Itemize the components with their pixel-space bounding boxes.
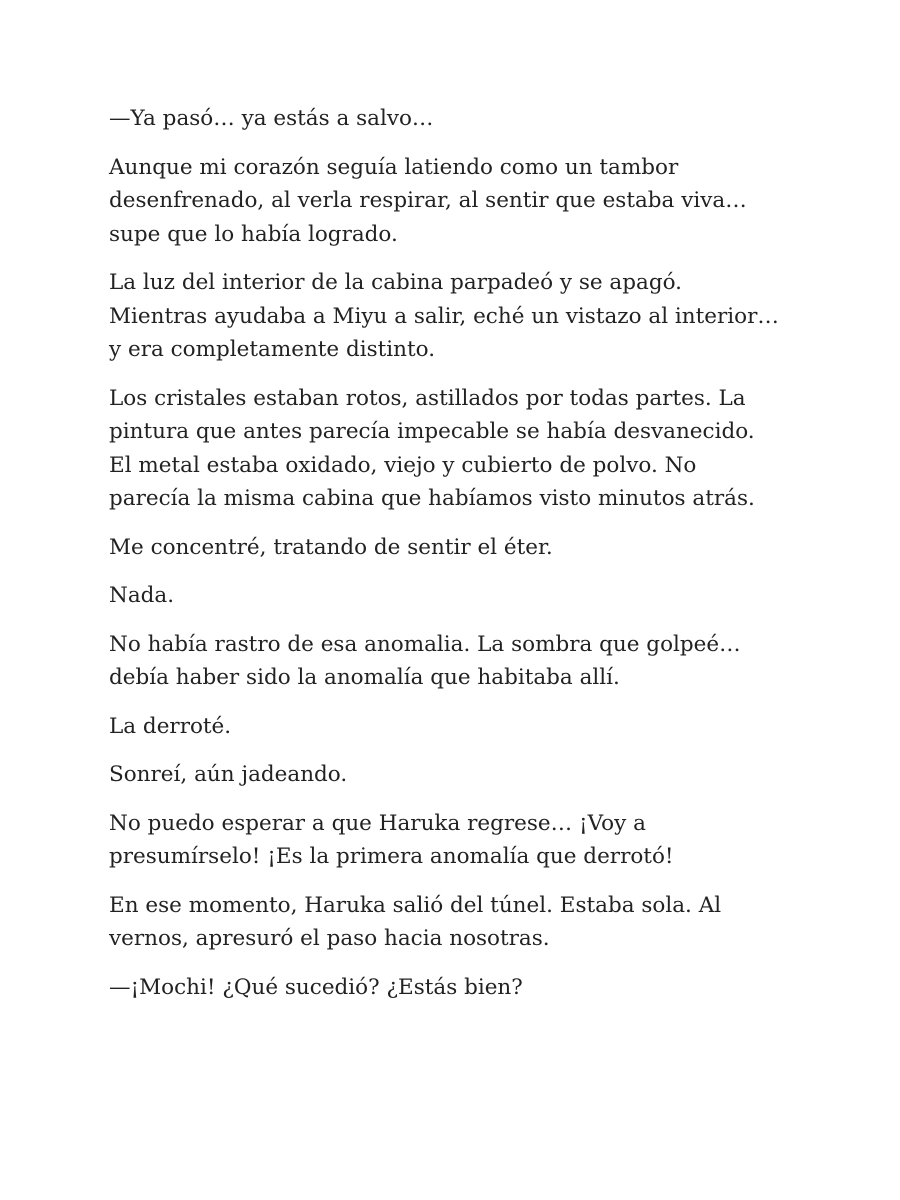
paragraph	[109, 710, 789, 744]
paragraph	[109, 628, 789, 695]
text-line: debía haber sido la anomalía que habitaba allí.	[109, 665, 620, 690]
text-line: Me concentré, tratando de sentir el éter.	[109, 534, 553, 560]
paragraph	[109, 531, 789, 565]
paragraph	[109, 102, 789, 136]
text-line: —Ya pasó… ya estás a salvo…	[109, 106, 434, 131]
text-line: En ese momento, Haruka salió del túnel. Estaba sola. Al	[109, 892, 722, 918]
body-text	[109, 102, 789, 1019]
text-line: Aunque mi corazón seguía latiendo como un tambor	[109, 154, 679, 180]
text-line: El metal estaba oxidado, viejo y cubierto de polvo. No	[109, 452, 697, 478]
paragraph	[109, 807, 789, 874]
paragraph	[109, 579, 789, 613]
paragraph	[109, 382, 789, 516]
paragraph	[109, 758, 789, 792]
text-line: pintura que antes parecía impecable se había desvanecido.	[109, 419, 755, 444]
text-line: parecía la misma cabina que habíamos visto minutos atrás.	[109, 486, 755, 511]
text-line: Mientras ayudaba a Miyu a salir, eché un vistazo al interior…	[109, 303, 779, 329]
text-line: y era completamente distinto.	[109, 337, 436, 362]
text-line: supe que lo había logrado.	[109, 221, 398, 247]
text-line: La luz del interior de la cabina parpadeó y se apagó.	[109, 270, 682, 295]
text-line: No había rastro de esa anomalia. La sombra que golpeé…	[109, 631, 741, 657]
text-line: No puedo esperar a que Haruka regrese… ¡Voy a	[109, 810, 646, 836]
text-line: vernos, apresuró el paso hacia nosotras.	[109, 926, 550, 951]
text-line: Sonreí, aún jadeando.	[109, 762, 348, 787]
text-line: La derroté.	[109, 713, 232, 739]
text-line: Nada.	[109, 583, 175, 608]
paragraph	[109, 151, 789, 252]
text-line: presumírselo! ¡Es la primera anomalía que derrotó!	[109, 844, 674, 869]
text-line: —¡Mochi! ¿Qué sucedió? ¿Estás bien?	[109, 974, 523, 1000]
text-line: Los cristales estaban rotos, astillados por todas partes. La	[109, 385, 746, 411]
paragraph	[109, 266, 789, 367]
paragraph	[109, 889, 789, 956]
paragraph	[109, 971, 789, 1005]
text-line: desenfrenado, al verla respirar, al sentir que estaba viva…	[109, 188, 747, 213]
